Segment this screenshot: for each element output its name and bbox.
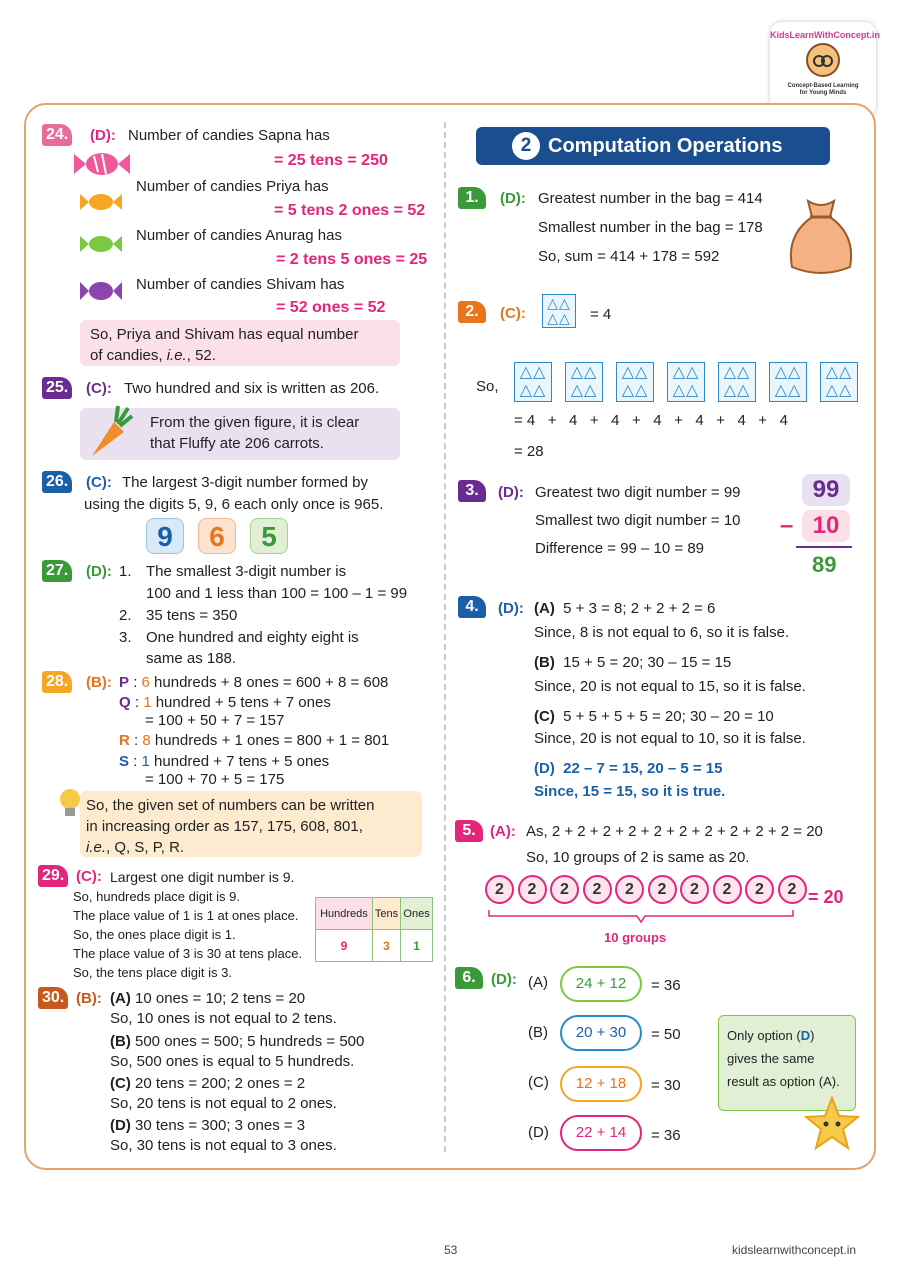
r6-opt-c: (C)	[528, 1074, 549, 1091]
r6-note: Only option (D) gives the same result as option (A).	[718, 1015, 856, 1111]
q28-answer: (B):	[86, 674, 112, 691]
q29-line2: The place value of 1 is 1 at ones place.	[73, 908, 299, 923]
q27-d: One hundred and eighty eight is	[146, 629, 359, 646]
cloud-d: 22 + 14	[560, 1115, 642, 1151]
th-tens: Tens	[372, 898, 400, 930]
triangle-box: △△ △△	[769, 362, 807, 402]
q24-result2: = 5 tens 2 ones = 52	[274, 202, 426, 219]
cloud-a: 24 + 12	[560, 966, 642, 1002]
r5-eq: = 20	[808, 887, 844, 907]
footer-site: kidslearnwithconcept.in	[732, 1243, 857, 1257]
r1-line2: Smallest number in the bag = 178	[538, 219, 763, 236]
q24-result3: = 2 tens 5 ones = 25	[276, 251, 428, 268]
triangle-box: △△ △△	[820, 362, 858, 402]
q26-answer: (C):	[86, 474, 112, 491]
r6-opt-a: (A)	[528, 974, 548, 991]
q27-c: 35 tens = 350	[146, 607, 238, 624]
r1-answer: (D):	[500, 190, 526, 207]
r3-bottom: 89	[812, 552, 837, 577]
r6-opt-b: (B)	[528, 1024, 548, 1041]
r4-d-line: (D) 22 – 7 = 15, 20 – 5 = 15	[534, 760, 723, 777]
q29-line5: So, the tens place digit is 3.	[73, 965, 232, 980]
q27-answer: (D):	[86, 563, 112, 580]
q28-q2: = 100 + 50 + 7 = 157	[145, 712, 285, 729]
q27-n2: 2.	[119, 607, 132, 624]
two-circle: 2	[550, 875, 579, 904]
r4-number: 4.	[458, 596, 486, 618]
r6-res-b: = 50	[651, 1026, 681, 1043]
cloud-b: 20 + 30	[560, 1015, 642, 1051]
q30-a-line: (A) 10 ones = 10; 2 tens = 20	[110, 990, 306, 1007]
q24-line3: Number of candies Anurag has	[136, 227, 342, 244]
r5-number: 5.	[455, 820, 483, 842]
star-mascot-icon	[804, 1096, 860, 1152]
r6-res-c: = 30	[651, 1077, 681, 1094]
q24-number: 24.	[42, 124, 72, 146]
q30-c-result: So, 20 tens is not equal to 2 ones.	[110, 1095, 337, 1112]
r4-a-line: (A) 5 + 3 = 8; 2 + 2 + 2 = 6	[534, 600, 716, 617]
r2-so: So,	[476, 378, 499, 395]
r2-sum: = 4 + 4 + 4 + 4 + 4 + 4 + 4	[514, 412, 788, 429]
cloud-c: 12 + 18	[560, 1066, 642, 1102]
q29-line3: So, the ones place digit is 1.	[73, 927, 236, 942]
q27-n1: 1.	[119, 563, 132, 580]
r4-answer: (D):	[498, 600, 524, 617]
q24-line4: Number of candies Shivam has	[136, 276, 345, 293]
q30-d-result: So, 30 tens is not equal to 3 ones.	[110, 1137, 337, 1154]
q28-s: S : 1 hundred + 7 tens + 5 ones	[119, 753, 330, 770]
carrot-icon	[84, 404, 134, 460]
chapter-title: Computation Operations	[548, 135, 783, 157]
q25-number: 25.	[42, 377, 72, 399]
r3-line2: Smallest two digit number = 10	[535, 512, 741, 529]
logo-title: KidsLearnWithConcept.in	[770, 30, 880, 40]
q24-answer: (D):	[90, 127, 116, 144]
q29-answer: (C):	[76, 868, 102, 885]
r1-number: 1.	[458, 187, 486, 209]
r4-d-result: Since, 15 = 15, so it is true.	[534, 783, 726, 800]
two-circle: 2	[680, 875, 709, 904]
r6-answer: (D):	[491, 971, 517, 988]
r4-c-result: Since, 20 is not equal to 10, so it is false.	[534, 730, 806, 747]
r5-line2: So, 10 groups of 2 is same as 20.	[526, 849, 750, 866]
r3-minus: –	[780, 512, 794, 539]
r5-line1: As, 2 + 2 + 2 + 2 + 2 + 2 + 2 + 2 + 2 + 2 = 20	[526, 823, 823, 840]
q27-a: The smallest 3-digit number is	[146, 563, 347, 580]
r4-b-line: (B) 15 + 5 = 20; 30 – 15 = 15	[534, 654, 732, 671]
td-hundreds: 9	[316, 930, 373, 962]
digit-6: 6	[198, 518, 236, 554]
r4-a-result: Since, 8 is not equal to 6, so it is false.	[534, 624, 790, 641]
r2-eq: = 4	[590, 306, 612, 323]
r3-line1: Greatest two digit number = 99	[535, 484, 741, 501]
column-divider	[444, 122, 446, 1152]
q29-line4: The place value of 3 is 30 at tens place.	[73, 946, 303, 961]
two-circle: 2	[518, 875, 547, 904]
two-circle: 2	[778, 875, 807, 904]
q25-note: From the given figure, it is clear that Fluffy ate 206 carrots.	[80, 408, 400, 460]
r1-line1: Greatest number in the bag = 414	[538, 190, 763, 207]
q28-p: P : 6 hundreds + 8 ones = 600 + 8 = 608	[119, 674, 389, 691]
two-circle: 2	[485, 875, 514, 904]
r3-mid: 10	[802, 510, 850, 542]
digit-9: 9	[146, 518, 184, 554]
two-circle: 2	[745, 875, 774, 904]
q29-line1: So, hundreds place digit is 9.	[73, 889, 240, 904]
th-ones: Ones	[401, 898, 433, 930]
triangle-box: △△ △△	[542, 294, 576, 328]
q30-answer: (B):	[76, 990, 102, 1007]
orange-candy-icon	[78, 190, 124, 214]
r1-line3: So, sum = 414 + 178 = 592	[538, 248, 720, 265]
q28-number: 28.	[42, 671, 72, 693]
pink-candy-icon	[72, 148, 132, 180]
digit-5: 5	[250, 518, 288, 554]
td-tens: 3	[372, 930, 400, 962]
triangle-box: △△ △△	[565, 362, 603, 402]
page-number: 53	[444, 1243, 458, 1257]
r5-groups: 10 groups	[604, 930, 667, 945]
chapter-number: 2	[512, 132, 540, 160]
q24-result4: = 52 ones = 52	[276, 299, 386, 316]
place-value-table	[315, 897, 433, 962]
r3-line3: Difference = 99 – 10 = 89	[535, 540, 705, 557]
q25-text: Two hundred and six is written as 206.	[124, 380, 380, 397]
q30-number: 30.	[38, 987, 68, 1009]
r3-answer: (D):	[498, 484, 524, 501]
q28-note: So, the given set of numbers can be written in increasing order as 157, 175, 608, 801, i.e., Q, S, P, R.	[80, 791, 422, 857]
triangle-box: △△ △△	[616, 362, 654, 402]
r4-b-result: Since, 20 is not equal to 15, so it is false.	[534, 678, 806, 695]
q29-number: 29.	[38, 865, 68, 887]
q27-number: 27.	[42, 560, 72, 582]
q30-b-result: So, 500 ones is equal to 5 hundreds.	[110, 1053, 355, 1070]
q30-b-line: (B) 500 ones = 500; 5 hundreds = 500	[110, 1033, 365, 1050]
q24-note: So, Priya and Shivam has equal number of candies, i.e., 52.	[80, 320, 400, 366]
two-circle: 2	[583, 875, 612, 904]
q24-line2: Number of candies Priya has	[136, 178, 329, 195]
groups-brace	[487, 908, 795, 924]
q25-answer: (C):	[86, 380, 112, 397]
two-circle: 2	[615, 875, 644, 904]
two-circle: 2	[648, 875, 677, 904]
r5-answer: (A):	[490, 823, 516, 840]
r4-c-line: (C) 5 + 5 + 5 + 5 = 20; 30 – 20 = 10	[534, 708, 774, 725]
owl-mascot-icon	[806, 43, 840, 77]
q28-q: Q : 1 hundred + 5 tens + 7 ones	[119, 694, 331, 711]
q24-line1: Number of candies Sapna has	[128, 127, 330, 144]
q29-line0: Largest one digit number is 9.	[110, 869, 295, 885]
q27-e: same as 188.	[146, 650, 237, 667]
triangle-box: △△ △△	[718, 362, 756, 402]
r3-top: 99	[802, 474, 850, 506]
q30-d-line: (D) 30 tens = 300; 3 ones = 3	[110, 1117, 306, 1134]
r2-answer: (C):	[500, 305, 526, 322]
q26-line2: using the digits 5, 9, 6 each only once is 965.	[84, 496, 384, 513]
q26-number: 26.	[42, 471, 72, 493]
r6-opt-d: (D)	[528, 1124, 549, 1141]
q27-n3: 3.	[119, 629, 132, 646]
sack-icon	[784, 195, 858, 277]
logo-tagline: Concept-Based Learning for Young Minds	[787, 83, 859, 96]
q30-a-result: So, 10 ones is not equal to 2 tens.	[110, 1010, 337, 1027]
r6-res-d: = 36	[651, 1127, 681, 1144]
r2-result: = 28	[514, 443, 544, 460]
q28-r: R : 8 hundreds + 1 ones = 800 + 1 = 801	[119, 732, 390, 749]
r3-number: 3.	[458, 480, 486, 502]
th-hundreds: Hundreds	[316, 898, 373, 930]
q28-s2: = 100 + 70 + 5 = 175	[145, 771, 285, 788]
triangle-box: △△ △△	[667, 362, 705, 402]
r6-number: 6.	[455, 967, 483, 989]
q24-result1: = 25 tens = 250	[274, 152, 388, 169]
td-ones: 1	[401, 930, 433, 962]
r3-rule	[796, 546, 852, 548]
q30-c-line: (C) 20 tens = 200; 2 ones = 2	[110, 1075, 306, 1092]
two-circle: 2	[713, 875, 742, 904]
lightbulb-icon	[56, 785, 84, 823]
r6-res-a: = 36	[651, 977, 681, 994]
q27-b: 100 and 1 less than 100 = 100 – 1 = 99	[146, 585, 408, 602]
triangle-box: △△ △△	[514, 362, 552, 402]
green-candy-icon	[78, 232, 124, 256]
chapter-banner	[476, 127, 830, 165]
q26-line1: The largest 3-digit number formed by	[122, 474, 368, 491]
purple-candy-icon	[78, 278, 124, 304]
r2-number: 2.	[458, 301, 486, 323]
